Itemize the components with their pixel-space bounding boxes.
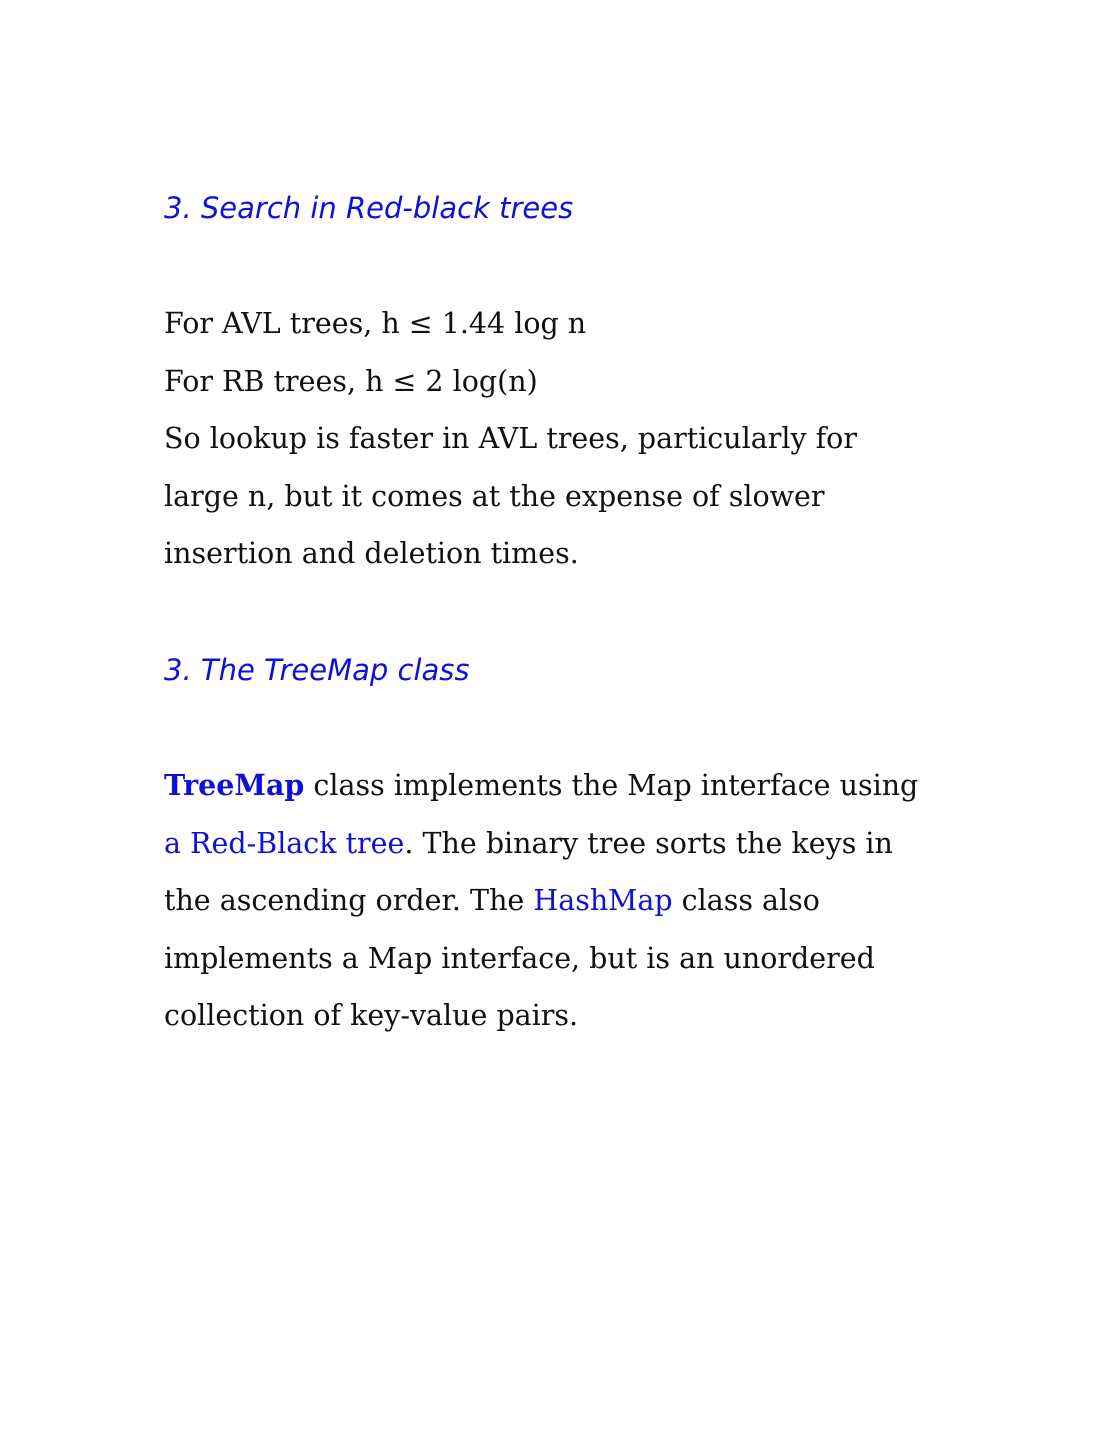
text-line: For AVL trees, h ≤ 1.44 log n bbox=[164, 307, 587, 340]
text-span: class also bbox=[672, 884, 820, 917]
treemap-term: TreeMap bbox=[164, 768, 305, 802]
text-line bbox=[164, 757, 918, 815]
text-line: For RB trees, h ≤ 2 log(n) bbox=[164, 364, 538, 398]
section-heading-treemap: 3. The TreeMap class bbox=[164, 653, 470, 687]
text-span: the ascending order. The bbox=[164, 884, 534, 917]
section-body-treemap bbox=[164, 757, 918, 1045]
section-body-search bbox=[164, 295, 857, 583]
text-span: class implements the Map interface using bbox=[304, 769, 919, 802]
text-line: large n, but it comes at the expense of slower bbox=[164, 479, 825, 513]
text-span: . The binary tree sorts the keys in bbox=[404, 826, 893, 860]
hashmap-link[interactable]: HashMap bbox=[533, 884, 673, 917]
text-line bbox=[164, 815, 918, 873]
text-line: implements a Map interface, but is an unordered bbox=[164, 941, 875, 975]
text-line: collection of key-value pairs. bbox=[164, 999, 579, 1032]
text-line: insertion and deletion times. bbox=[164, 537, 579, 570]
text-line bbox=[164, 872, 918, 930]
section-heading-search: 3. Search in Red-black trees bbox=[164, 191, 574, 225]
red-black-tree-link[interactable]: a Red-Black tree bbox=[164, 826, 405, 860]
text-line: So lookup is faster in AVL trees, particularly for bbox=[164, 422, 857, 455]
